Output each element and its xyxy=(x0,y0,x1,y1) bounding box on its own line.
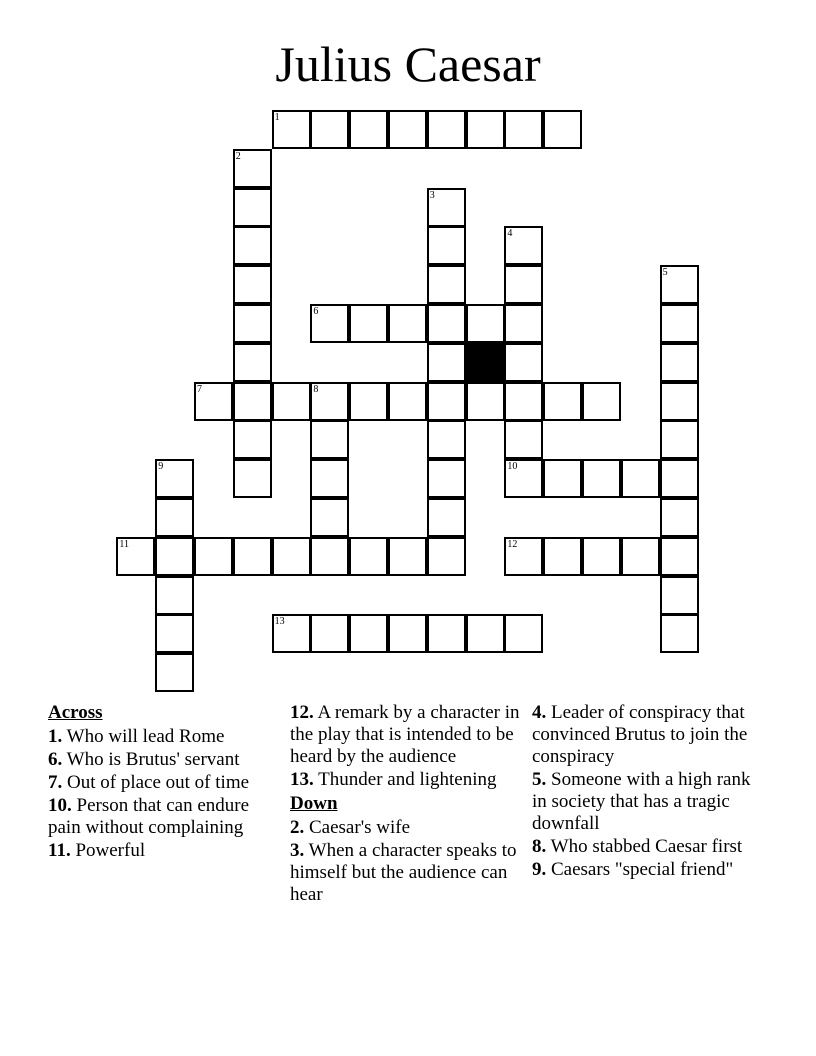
crossword-cell[interactable] xyxy=(504,304,543,343)
clue-text: A remark by a character in the play that is intended to be heard by the audience xyxy=(290,702,520,767)
clue-down-2 xyxy=(290,817,525,839)
cell-number: 3 xyxy=(429,189,435,201)
clue-text: Who stabbed Caesar first xyxy=(550,836,743,857)
crossword-cell[interactable] xyxy=(310,498,349,537)
crossword-cell[interactable] xyxy=(427,226,466,265)
crossword-cell[interactable] xyxy=(660,420,699,459)
crossword-cell[interactable] xyxy=(194,537,233,576)
down-heading: Down xyxy=(290,793,338,814)
clues-column-2 xyxy=(290,702,525,907)
crossword-cell[interactable] xyxy=(504,537,543,576)
crossword-cell[interactable] xyxy=(233,265,272,304)
crossword-cell[interactable] xyxy=(660,304,699,343)
crossword-cell[interactable] xyxy=(427,304,466,343)
clue-text: Someone with a high rank in society that has a tragic downfall xyxy=(532,769,751,834)
clue-number: 4. xyxy=(532,702,547,723)
crossword-cell[interactable] xyxy=(621,537,660,576)
clue-across-13 xyxy=(290,769,525,791)
cell-number: 9 xyxy=(158,461,164,473)
crossword-cell[interactable] xyxy=(660,265,699,304)
crossword-cell[interactable] xyxy=(466,304,505,343)
clue-down-9 xyxy=(532,859,767,881)
crossword-cell[interactable] xyxy=(660,343,699,382)
clue-down-8 xyxy=(532,836,767,858)
clue-number: 5. xyxy=(532,769,547,790)
clue-text: Caesars "special friend" xyxy=(551,859,734,880)
crossword-cell[interactable] xyxy=(116,537,155,576)
crossword-cell[interactable] xyxy=(194,382,233,421)
crossword-cell[interactable] xyxy=(427,420,466,459)
crossword-cell[interactable] xyxy=(466,614,505,653)
crossword-cell[interactable] xyxy=(504,420,543,459)
crossword-cell[interactable] xyxy=(349,614,388,653)
cell-number: 12 xyxy=(507,538,518,550)
crossword-cell[interactable] xyxy=(155,498,194,537)
cell-number: 6 xyxy=(313,306,319,317)
crossword-cell[interactable] xyxy=(388,537,427,576)
cell-number: 7 xyxy=(197,383,202,395)
crossword-cell[interactable] xyxy=(660,614,699,653)
clue-number: 3. xyxy=(290,840,305,861)
cell-number: 1 xyxy=(274,112,280,123)
crossword-cell[interactable] xyxy=(543,382,582,421)
crossword-cell[interactable] xyxy=(310,110,349,149)
crossword-cell[interactable] xyxy=(427,537,466,576)
crossword-cell[interactable] xyxy=(233,420,272,459)
crossword-cell[interactable] xyxy=(660,498,699,537)
crossword-cell[interactable] xyxy=(233,343,272,382)
crossword-cell[interactable] xyxy=(504,614,543,653)
crossword-cell[interactable] xyxy=(466,382,505,421)
clue-number: 13. xyxy=(290,769,314,790)
clue-across-6 xyxy=(48,749,283,771)
clue-text: When a character speaks to himself but the audience can hear xyxy=(290,840,517,905)
clue-number: 11. xyxy=(48,840,71,861)
crossword-cell[interactable] xyxy=(582,382,621,421)
clue-across-10 xyxy=(48,795,283,839)
crossword-cell[interactable] xyxy=(233,304,272,343)
crossword-cell[interactable] xyxy=(543,459,582,498)
clue-text: Who will lead Rome xyxy=(66,726,225,747)
crossword-cell[interactable] xyxy=(504,226,543,265)
cell-number: 13 xyxy=(274,616,285,628)
crossword-cell[interactable] xyxy=(233,537,272,576)
clues-column-1 xyxy=(48,702,283,863)
crossword-cell[interactable] xyxy=(504,459,543,498)
crossword-cell[interactable] xyxy=(504,110,543,149)
crossword-cell[interactable] xyxy=(310,537,349,576)
crossword-cell[interactable] xyxy=(155,537,194,576)
puzzle-title: Julius Caesar xyxy=(275,36,541,92)
crossword-cell[interactable] xyxy=(504,343,543,382)
clue-down-4 xyxy=(532,702,767,768)
crossword-cell[interactable] xyxy=(621,459,660,498)
clues-column-3 xyxy=(532,702,767,882)
clue-text: Caesar's wife xyxy=(309,817,411,838)
crossword-cell[interactable] xyxy=(155,459,194,498)
crossword-cell[interactable] xyxy=(349,110,388,149)
crossword-cell[interactable] xyxy=(427,498,466,537)
clue-across-11 xyxy=(48,840,283,862)
clue-text: Powerful xyxy=(75,840,146,861)
crossword-cell[interactable] xyxy=(427,343,466,382)
crossword-cell[interactable] xyxy=(233,382,272,421)
crossword-cell[interactable] xyxy=(388,110,427,149)
clue-text: Out of place out of time xyxy=(67,772,250,793)
crossword-cell[interactable] xyxy=(660,576,699,615)
crossword-cell[interactable] xyxy=(155,653,194,692)
clue-across-1 xyxy=(48,726,283,748)
clue-number: 8. xyxy=(532,836,547,857)
crossword-cell[interactable] xyxy=(427,459,466,498)
crossword-cell[interactable] xyxy=(427,614,466,653)
clue-number: 2. xyxy=(290,817,305,838)
cell-number: 11 xyxy=(119,538,130,550)
crossword-cell[interactable] xyxy=(272,110,311,149)
clue-down-3 xyxy=(290,840,525,906)
clue-number: 1. xyxy=(48,726,63,747)
crossword-cell[interactable] xyxy=(310,382,349,421)
black-square xyxy=(466,343,505,382)
clue-number: 12. xyxy=(290,702,314,723)
crossword-cell[interactable] xyxy=(233,149,272,188)
clue-text: Leader of conspiracy that convinced Brutus to join the conspiracy xyxy=(532,702,748,767)
crossword-cell[interactable] xyxy=(427,188,466,227)
crossword-cell[interactable] xyxy=(310,420,349,459)
crossword-cell[interactable] xyxy=(543,110,582,149)
crossword-cell[interactable] xyxy=(660,537,699,576)
crossword-cell[interactable] xyxy=(349,304,388,343)
crossword-cell[interactable] xyxy=(310,459,349,498)
cell-number: 8 xyxy=(313,383,319,395)
crossword-cell[interactable] xyxy=(272,382,311,421)
clue-text: Who is Brutus' servant xyxy=(66,749,240,770)
crossword-cell[interactable] xyxy=(427,265,466,304)
clue-number: 6. xyxy=(48,749,63,770)
cell-number: 2 xyxy=(235,150,241,162)
crossword-cell[interactable] xyxy=(388,304,427,343)
crossword-cell[interactable] xyxy=(349,537,388,576)
crossword-cell[interactable] xyxy=(349,382,388,421)
clue-across-7 xyxy=(48,772,283,794)
crossword-cell[interactable] xyxy=(310,304,349,343)
clue-number: 9. xyxy=(532,859,547,880)
crossword-cell[interactable] xyxy=(388,382,427,421)
crossword-cell[interactable] xyxy=(388,614,427,653)
crossword-cell[interactable] xyxy=(504,265,543,304)
clue-down-5 xyxy=(532,769,767,835)
crossword-cell[interactable] xyxy=(233,188,272,227)
crossword-cell[interactable] xyxy=(660,382,699,421)
crossword-cell[interactable] xyxy=(427,110,466,149)
clue-text: Person that can endure pain without complaining xyxy=(48,795,250,838)
clue-text: Thunder and lightening xyxy=(318,769,497,790)
clue-number: 10. xyxy=(48,795,72,816)
crossword-cell[interactable] xyxy=(155,576,194,615)
crossword-cell[interactable] xyxy=(272,614,311,653)
clue-across-12 xyxy=(290,702,525,768)
crossword-cell[interactable] xyxy=(233,459,272,498)
cell-number: 4 xyxy=(507,228,513,240)
crossword-cell[interactable] xyxy=(504,382,543,421)
crossword-cell[interactable] xyxy=(582,459,621,498)
across-heading: Across xyxy=(48,702,103,723)
crossword-cell[interactable] xyxy=(233,226,272,265)
crossword-cell[interactable] xyxy=(543,537,582,576)
crossword-cell[interactable] xyxy=(155,614,194,653)
crossword-cell[interactable] xyxy=(660,459,699,498)
cell-number: 10 xyxy=(507,461,518,473)
cell-number: 5 xyxy=(662,267,668,279)
clue-number: 7. xyxy=(48,772,63,793)
crossword-cell[interactable] xyxy=(310,614,349,653)
crossword-cell[interactable] xyxy=(582,537,621,576)
crossword-cell[interactable] xyxy=(272,537,311,576)
crossword-cell[interactable] xyxy=(466,110,505,149)
crossword-cell[interactable] xyxy=(427,382,466,421)
